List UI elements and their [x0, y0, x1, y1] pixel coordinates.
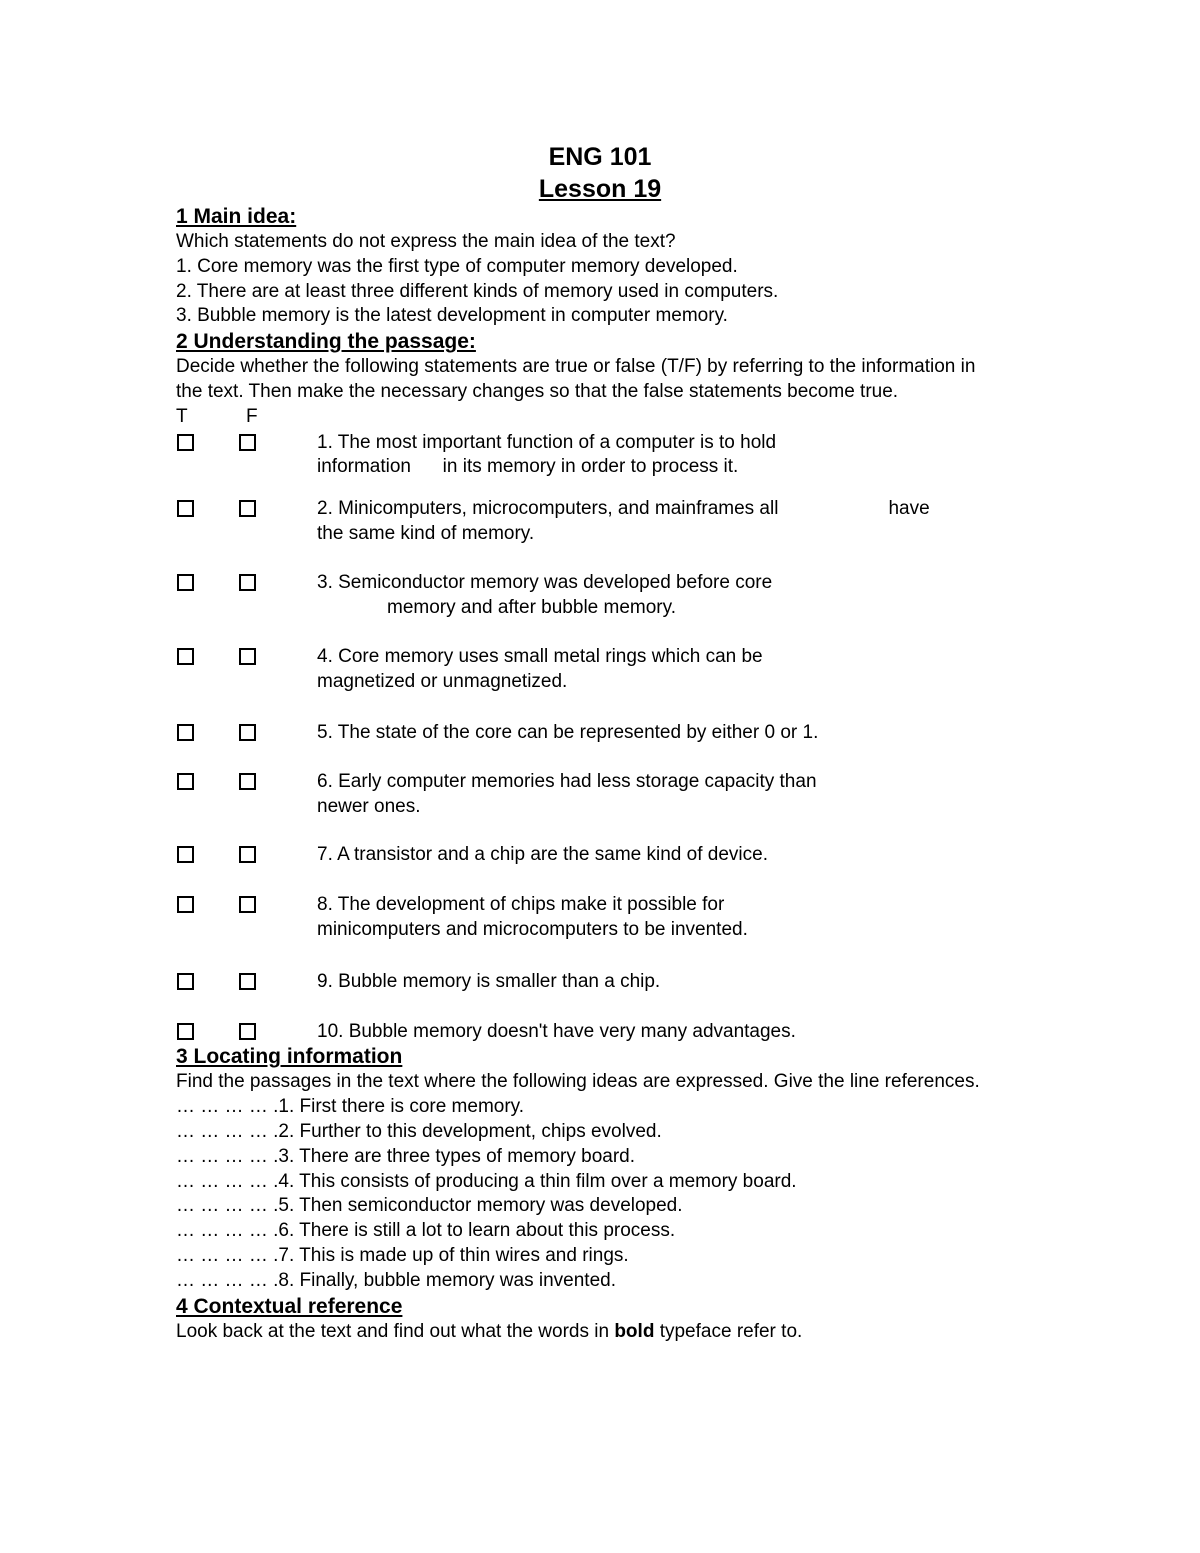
- contextual-instructions: [176, 1320, 1006, 1345]
- statement-line: newer ones.: [317, 795, 421, 817]
- statement-line: magnetized or unmagnetized.: [317, 671, 568, 693]
- true-checkbox[interactable]: [177, 773, 194, 790]
- false-checkbox[interactable]: [239, 846, 256, 863]
- statement-line: minicomputers and microcomputers to be invented.: [317, 918, 748, 940]
- statement-line: 8. The development of chips make it possible for: [317, 894, 725, 916]
- statement-line: memory and after bubble memory.: [387, 596, 676, 618]
- true-checkbox[interactable]: [177, 896, 194, 913]
- false-checkbox[interactable]: [239, 896, 256, 913]
- section-locating-heading: 3 Locating information: [176, 1045, 403, 1069]
- true-checkbox[interactable]: [177, 500, 194, 517]
- locating-item: … … … … .2. Further to this development, chips evolved.: [176, 1120, 662, 1142]
- locating-item: … … … … .4. This consists of producing a thin film over a memory board.: [176, 1170, 797, 1192]
- true-checkbox[interactable]: [177, 724, 194, 741]
- true-column-label: T: [176, 405, 188, 427]
- tf-statement: [176, 1020, 1006, 1045]
- locating-item: … … … … .6. There is still a lot to learn about this process.: [176, 1220, 676, 1242]
- main-idea-question: Which statements do not express the main idea of the text?: [176, 231, 676, 252]
- true-checkbox[interactable]: [177, 434, 194, 451]
- false-checkbox[interactable]: [239, 724, 256, 741]
- locating-instructions: Find the passages in the text where the following ideas are expressed. Give the line references.: [176, 1071, 980, 1093]
- false-checkbox[interactable]: [239, 1023, 256, 1040]
- locating-item: … … … … .3. There are three types of memory board.: [176, 1145, 635, 1167]
- tf-statement: [176, 893, 1006, 943]
- statement-line: 9. Bubble memory is smaller than a chip.: [317, 970, 661, 992]
- true-checkbox[interactable]: [177, 846, 194, 863]
- statement-line: 1. The most important function of a computer is to hold: [317, 431, 777, 453]
- true-checkbox[interactable]: [177, 648, 194, 665]
- statement-line: the same kind of memory.: [317, 522, 535, 544]
- tf-statement: [176, 770, 1006, 820]
- lesson-title: Lesson 19: [538, 175, 662, 203]
- false-checkbox[interactable]: [239, 773, 256, 790]
- locating-item: … … … … .8. Finally, bubble memory was invented.: [176, 1269, 616, 1291]
- section-contextual-heading: 4 Contextual reference: [176, 1294, 403, 1318]
- true-checkbox[interactable]: [177, 973, 194, 990]
- tf-statement: [176, 571, 1006, 621]
- statement-line: 6. Early computer memories had less storage capacity than: [317, 770, 817, 792]
- understanding-instructions: Decide whether the following statements are true or false (T/F) by referring to the information in the text. Then make the necessary changes so that the false statements become true.: [176, 356, 976, 402]
- true-checkbox[interactable]: [177, 574, 194, 591]
- tf-statement: [176, 497, 1006, 547]
- false-checkbox[interactable]: [239, 434, 256, 451]
- statement-line-tail: have: [888, 498, 930, 520]
- true-checkbox[interactable]: [177, 1023, 194, 1040]
- locating-item: … … … … .1. First there is core memory.: [176, 1096, 525, 1118]
- tf-statement: [176, 721, 1006, 746]
- false-checkbox[interactable]: [239, 500, 256, 517]
- statement-line: 2. Minicomputers, microcomputers, and mainframes all: [317, 498, 779, 520]
- main-idea-statement: 2. There are at least three different kinds of memory used in computers.: [176, 280, 779, 302]
- worksheet-content: [176, 204, 1006, 1344]
- statement-line: 4. Core memory uses small metal rings which can be: [317, 646, 763, 668]
- statement-line: 5. The state of the core can be represented by either 0 or 1.: [317, 721, 819, 743]
- statement-line: 7. A transistor and a chip are the same kind of device.: [317, 844, 768, 866]
- contextual-text-before: Look back at the text and find out what the words in: [176, 1320, 615, 1342]
- false-checkbox[interactable]: [239, 648, 256, 665]
- false-checkbox[interactable]: [239, 574, 256, 591]
- statement-line: 3. Semiconductor memory was developed before core: [317, 571, 773, 593]
- statement-line: 10. Bubble memory doesn't have very many advantages.: [317, 1020, 796, 1042]
- tf-statement: [176, 843, 1006, 868]
- main-idea-statement: 1. Core memory was the first type of computer memory developed.: [176, 255, 738, 277]
- locating-item: … … … … .7. This is made up of thin wires and rings.: [176, 1244, 629, 1266]
- false-column-label: F: [246, 405, 258, 427]
- true-false-column-header: [176, 405, 1006, 430]
- tf-statement: [176, 431, 1006, 481]
- contextual-text-after: typeface refer to.: [654, 1320, 803, 1342]
- tf-statement: [176, 970, 1006, 995]
- main-idea-statement: 3. Bubble memory is the latest development in computer memory.: [176, 305, 728, 327]
- section-main-idea-heading: 1 Main idea:: [176, 205, 297, 228]
- tf-statement: [176, 645, 1006, 695]
- false-checkbox[interactable]: [239, 973, 256, 990]
- course-title: ENG 101: [548, 143, 652, 171]
- statement-line: information in its memory in order to process it.: [317, 456, 739, 478]
- section-understanding-heading: 2 Understanding the passage:: [176, 330, 476, 354]
- contextual-bold-word: bold: [614, 1320, 655, 1342]
- locating-item: … … … … .5. Then semiconductor memory was developed.: [176, 1195, 683, 1217]
